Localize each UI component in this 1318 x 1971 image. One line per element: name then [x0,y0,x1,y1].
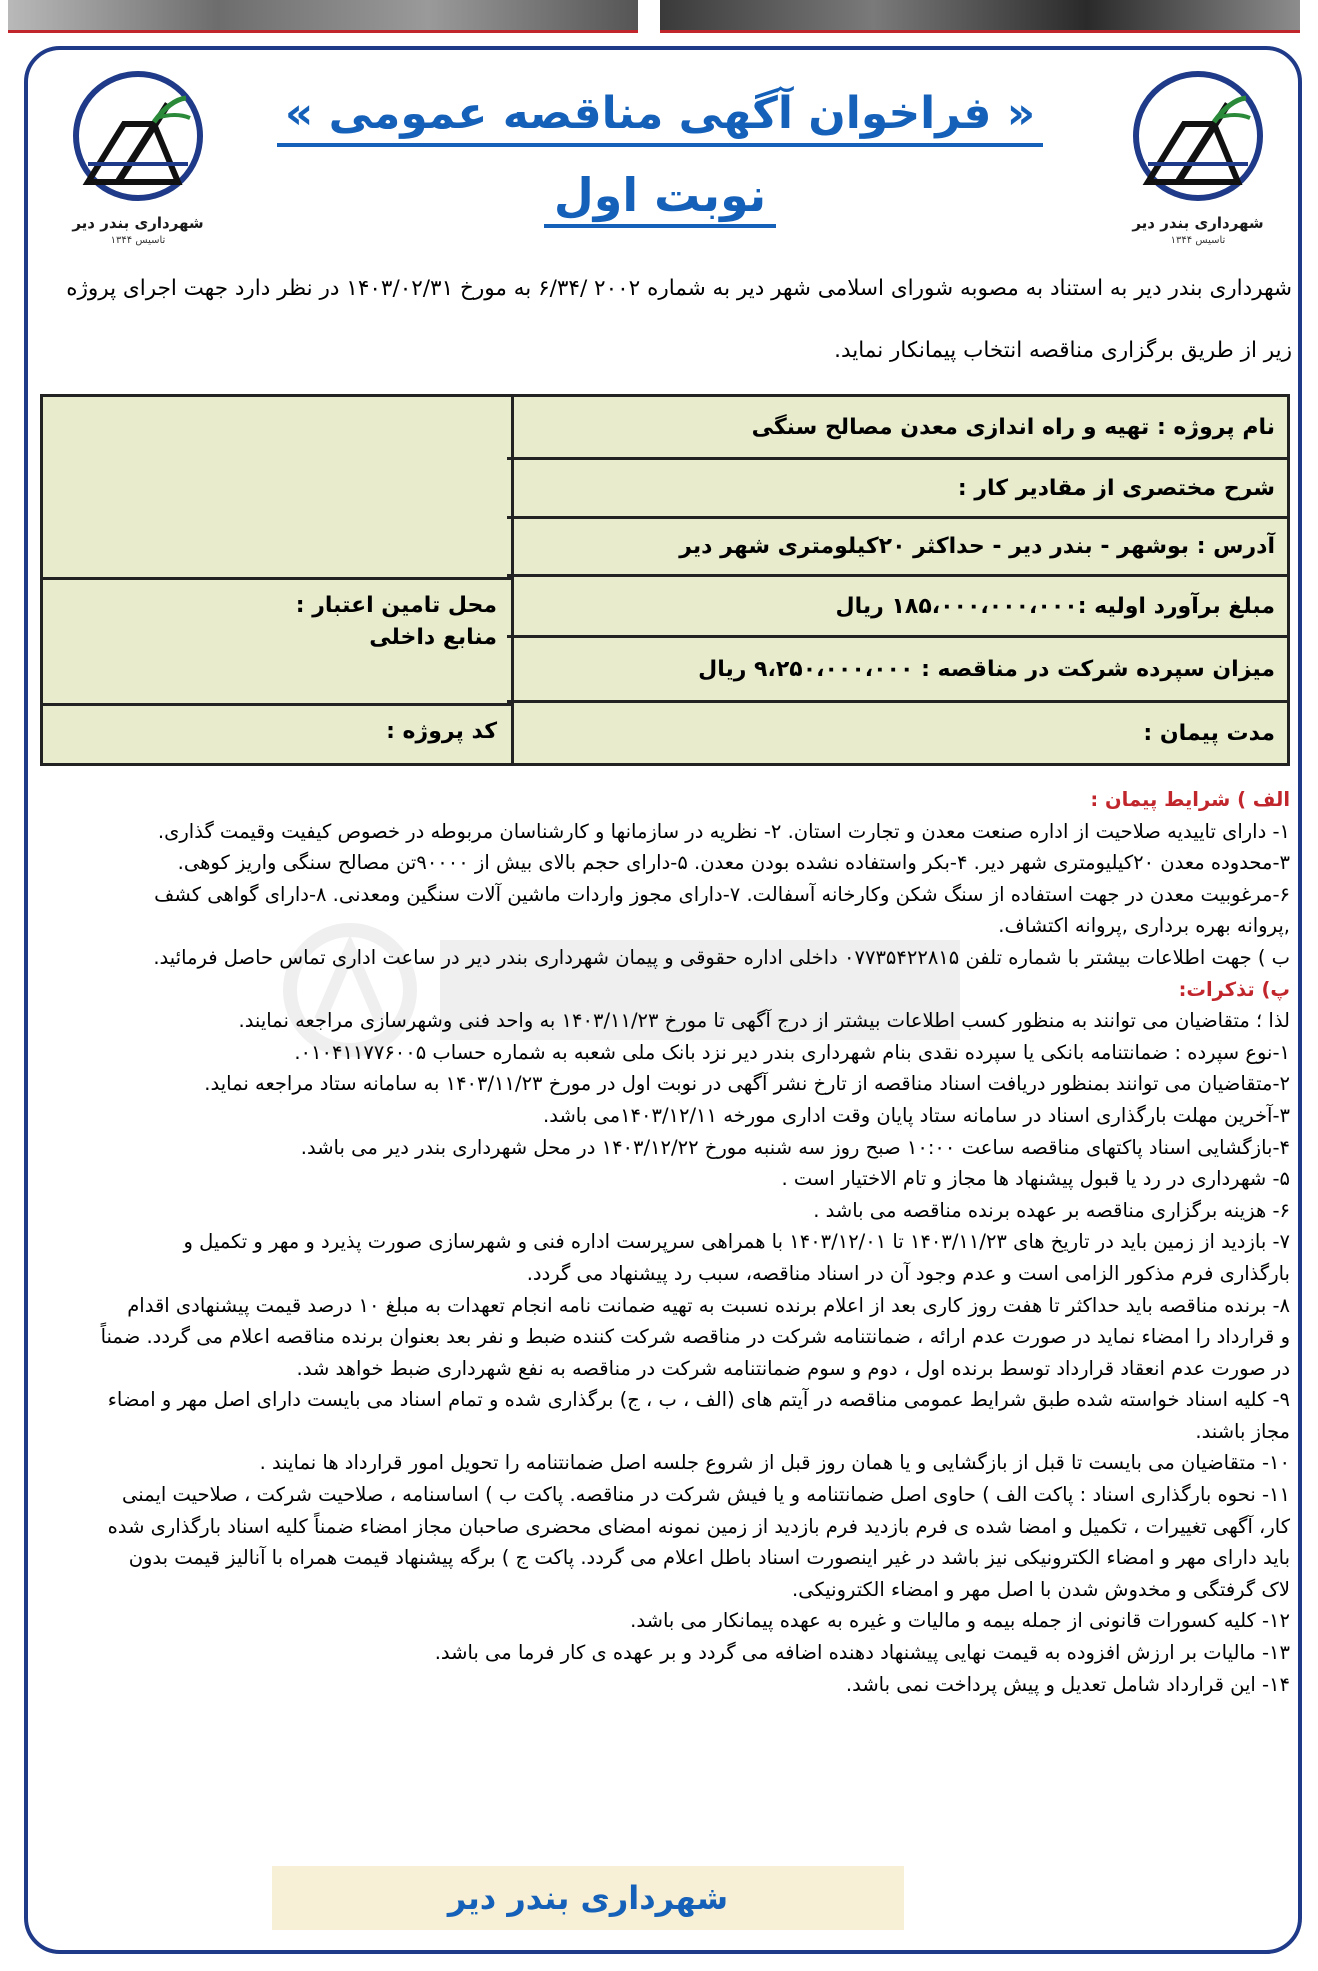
contact-line: ب ) جهت اطلاعات بیشتر با شماره تلفن ۰۷۷۳۵۴۲۲۸۱۵ داخلی اداره حقوقی و پیمان شهرداری بندر دیر در ساعت اداری تماس حاصل فرمائید. [153,945,1290,969]
condition-line: ۱- دارای تاییدیه صلاحیت از اداره صنعت معدن و تجارت استان. ۲- نظریه در سازمانها و کارشناسان مربوطه در خصوص کیفیت وقیمت گذاری. [157,819,1290,843]
condition-line: ۶-مرغوبیت معدن در جهت استفاده از سنگ شکن وکارخانه آسفالت. ۷-دارای مجوز واردات ماشین آلات سنگین ومعدنی. ۸-دارای گواهی کشف [154,882,1290,906]
note-line: ۵- شهرداری در رد یا قبول پیشنهاد ها مجاز و تام الاختیار است . [781,1167,1290,1191]
condition-line: ۳-محدوده معدن ۲۰کیلیومتری شهر دیر. ۴-بکر واستفاده نشده بودن معدن. ۵-دارای حجم بالای بیش از ۹۰۰۰۰تن مصالح سنگی واریز کوهی. [177,851,1290,875]
note-line: ۸- برنده مناقصه باید حداکثر تا هفت روز کاری بعد از اعلام برنده نسبت به تهیه ضمانت نامه انجام تعهدات به مبلغ ۱۰ درصد قیمت پیشنهادی اقدام [127,1293,1290,1317]
notice-title-text: « فراخوان آگهی مناقصه عمومی » [277,88,1043,147]
note-line: مجاز باشند. [1195,1419,1290,1443]
note-line: باید دارای مهر و امضاء الکترونیکی نیز باشد در غیر اینصورت اسناد باطل اعلام می گردد. پاکت ج ) برگه پیشنهاد قیمت همراه با آنالیز قیمت بدون [128,1546,1290,1570]
note-line: ۱۳- مالیات بر ارزش افزوده به قیمت نهایی پیشنهاد دهنده اضافه می گردد و بر عهده ی کار فرما می باشد. [434,1641,1290,1665]
logo-emblem-icon [1118,64,1278,214]
logo-caption: شهرداری بندر دیر [1132,214,1264,232]
note-line: بارگذاری فرم مذکور الزامی است و عدم وجود آن در اسناد مناقصه، سبب رد پیشنهاد می گردد. [526,1261,1290,1285]
project-code-cell: کد پروژه : [386,719,497,744]
notice-title [240,88,1080,139]
note-line: لذا ؛ متقاضیان می توانند به منظور کسب اطلاعات بیشتر از درج آگهی تا مورخ ۱۴۰۳/۱۱/۲۳ به واحد فنی وشهرسازی مراجعه نمایند. [238,1009,1290,1033]
notice-round [440,168,880,222]
header-photo-left [8,0,638,33]
condition-line: ,پروانه بهره برداری ,پروانه اکتشاف. [998,914,1290,938]
note-line: ۱۴- این قرارداد شامل تعدیل و پیش پرداخت نمی باشد. [845,1672,1290,1696]
footer-signature: شهرداری بندر دیر [272,1866,904,1930]
note-line: ۳-آخرین مهلت بارگذاری اسناد در سامانه ستاد پایان وقت اداری مورخه ۱۴۰۳/۱۲/۱۱می باشد. [543,1103,1290,1127]
project-name-cell: نام پروژه : تهیه و راه اندازی معدن مصالح سنگی [507,397,1287,460]
note-line: ۱۰- متقاضیان می بایست تا قبل از بازگشایی و یا همان روز قبل از شروع جلسه اصل ضمانتنامه را تحویل امور قرارداد ها نمایند . [259,1451,1290,1475]
address-cell: آدرس : بوشهر - بندر دیر - حداکثر ۲۰کیلومتری شهر دیر [507,519,1287,577]
deposit-cell: میزان سپرده شرکت در مناقصه : ۹،۲۵۰،۰۰۰،۰۰۰ ریال [507,638,1287,703]
work-summary-cell: شرح مختصری از مقادیر کار : [507,460,1287,519]
duration-cell: مدت پیمان : [1143,720,1275,746]
intro-paragraph: شهرداری بندر دیر به استناد به مصوبه شورای اسلامی شهر دیر به شماره ۲۰۰۲ /۶/۳۴ به مورخ ۱۴۰۳/۰۲/۳۱ در نظر دارد جهت اجرای پروژه زیر از طریق برگزاری مناقصه انتخاب پیمانکار نماید. [66,276,1292,363]
logo-emblem-icon [58,64,218,214]
funding-value: منابع داخلی [369,625,497,650]
note-line: ۴-بازگشایی اسناد پاکتهای مناقصه ساعت ۱۰:۰۰ صبح روز سه شنبه مورخ ۱۴۰۳/۱۲/۲۲ در محل شهرداری بندر دیر می باشد. [300,1135,1290,1159]
municipality-logo-right [1118,64,1278,264]
note-line: لاک گرفتگی و مخدوش شدن با اصل مهر و امضاء الکترونیکی. [792,1577,1290,1601]
initial-estimate-cell: مبلغ برآورد اولیه :۱۸۵،۰۰۰،۰۰۰،۰۰۰ ریال [507,577,1287,638]
project-info-table [40,394,1290,766]
note-line: کار، آگهی تغییرات ، تکمیل و امضا شده ی فرم بازدید فرم بازدید از زمین نمونه امضای محضری صاحبان مجاز امضاء ضمناً کلیه اسناد بارگذاری شده [107,1514,1290,1538]
note-line: ۷- بازدید از زمین باید در تاریخ های ۱۴۰۳/۱۱/۲۳ تا ۱۴۰۳/۱۲/۰۱ با همراهی سرپرست اداره فنی و شهرسازی صورت پذیرد و مهر و تکمیل و [183,1230,1290,1254]
note-line: ۱۲- کلیه کسورات قانونی از جمله بیمه و مالیات و غیره به عهده پیمانکار می باشد. [630,1609,1290,1633]
top-photo-strip [0,0,1318,34]
note-line: ۹- کلیه اسناد خواسته شده طبق شرایط عمومی مناقصه در آیتم های (الف ، ب ، ج) برگذاری شده و تمام اسناد می بایست دارای اصل مهر و امضاء [107,1388,1290,1412]
notice-body [40,784,1290,1700]
note-line: ۶- هزینه برگزاری مناقصه بر عهده برنده مناقصه می باشد . [813,1198,1290,1222]
funding-label: محل تامین اعتبار : [295,593,497,618]
note-line: و قرارداد را امضاء نماید در صورت عدم ارائه ، ضمانتنامه شرکت در مناقصه شرکت کننده ضبط و نفر بعد بعنوان برنده مناقصه اعلام می گردد. ضمناً [100,1325,1290,1349]
municipality-logo-left [58,64,218,264]
header-photo-right [660,0,1300,33]
logo-founded: تاسیس ۱۳۴۴ [1170,235,1226,246]
note-line: در صورت عدم انعقاد قرارداد توسط برنده اول ، دوم و سوم ضمانتنامه شرکت در مناقصه به نفع شهرداری ضبط خواهد شد. [296,1356,1290,1380]
logo-caption: شهرداری بندر دیر [72,214,204,232]
notes-heading: پ) تذکرات: [1178,977,1290,1001]
conditions-heading: الف ) شرایط پیمان : [1090,788,1290,811]
note-line: ۲-متقاضیان می توانند بمنظور دریافت اسناد مناقصه از تارخ نشر آگهی در نوبت اول در مورخ ۱۴۰۳/۱۱/۲۳ به سامانه ستاد مراجعه نماید. [204,1072,1290,1096]
note-line: ۱۱- نحوه بارگذاری اسناد : پاکت الف ) حاوی اصل ضمانتنامه و یا فیش شرکت در مناقصه. پاکت ب ) اساسنامه ، صلاحیت شرکت ، صلاحیت ایمنی [122,1483,1290,1507]
notice-round-text: نوبت اول [544,168,776,228]
logo-founded: تاسیس ۱۳۴۴ [110,235,166,246]
note-line: ۱-نوع سپرده : ضمانتنامه بانکی یا سپرده نقدی بنام شهرداری بندر دیر نزد بانک ملی شعبه به شماره حساب ۰۱۰۴۱۱۷۷۶۰۰۵. [294,1040,1290,1064]
